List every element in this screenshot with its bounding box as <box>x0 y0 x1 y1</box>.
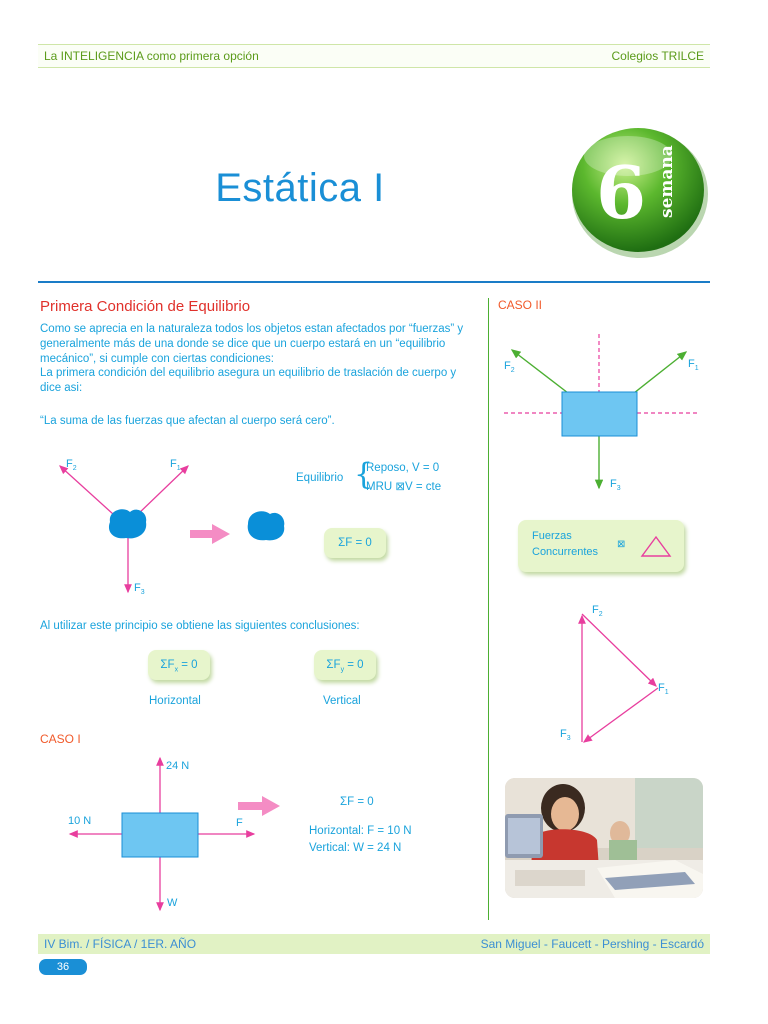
caso-2-f1-arrow <box>634 352 686 393</box>
footer-right: San Miguel - Faucett - Pershing - Escardó <box>480 937 704 951</box>
page-title: Estática I <box>215 166 385 210</box>
horizontal-label: Horizontal <box>149 695 201 707</box>
body-blob-result <box>248 511 285 540</box>
caso-2-f1-label: $F_1$ <box>688 358 699 373</box>
equilibrio-option-2: MRU ⊠V = cte <box>366 481 442 493</box>
label-f1: $F_1$ <box>170 458 181 473</box>
caso-1-horizontal: Horizontal: F = 10 N <box>309 825 412 837</box>
triangle-icon <box>642 537 670 556</box>
arrow-glyph: ⊠ <box>617 539 626 550</box>
student-photo <box>505 778 703 898</box>
vertical-formula-box: $\Sigma F_y = 0$ <box>314 650 376 680</box>
running-header <box>38 44 710 68</box>
header-left: La INTELIGENCIA como primera opción <box>44 49 259 63</box>
column-divider <box>488 298 489 920</box>
conclusions-intro: Al utilizar este principio se obtiene las siguientes conclusiones: <box>40 620 360 632</box>
force-f1-arrow <box>136 466 188 516</box>
paragraph-1: Como se aprecia en la naturaleza todos los objetos estan afectados por “fuerzas” y generalmente más de una donde se dice que un cuerpo estará en un “equilibrio mecánico”, si cumple con ciertas condiciones: <box>40 323 464 365</box>
label-f3: $F_3$ <box>134 582 145 597</box>
concurrent-label-2: Concurrentes <box>532 546 599 558</box>
vertical-label: Vertical <box>323 695 361 707</box>
triangle-f1-arrow <box>582 614 656 686</box>
caso-2-title: CASO II <box>498 298 543 312</box>
badge-number: 6 <box>596 150 647 235</box>
caso-2-block <box>562 392 637 436</box>
sum-force-box: ΣF = 0 <box>324 528 386 558</box>
caso-1-up-label: 24 N <box>166 760 190 772</box>
paragraph-2: La primera condición del equilibrio asegura un equilibrio de traslación de cuerpo y dice asi: <box>40 367 457 394</box>
body-blob <box>109 509 146 538</box>
triangle-f1-label: $F_1$ <box>658 682 669 697</box>
header-right: Colegios TRILCE <box>611 49 704 63</box>
week-badge-graphic <box>568 122 708 262</box>
triangle-f3-label: $F_3$ <box>560 728 571 743</box>
footer-bar <box>38 934 710 954</box>
brace: { <box>354 457 374 492</box>
badge-label: semana <box>657 145 677 218</box>
triangle-f3-arrow <box>584 688 658 742</box>
equilibrio-option-1: Reposo, V = 0 <box>366 462 440 474</box>
caso-1-down-label: W <box>167 897 178 909</box>
title-rule <box>38 281 710 283</box>
quote: “La suma de las fuerzas que afectan al cuerpo será cero”. <box>40 415 335 427</box>
caso-1-sum: ΣF = 0 <box>340 796 374 808</box>
footer-left: IV Bim. / FÍSICA / 1ER. AÑO <box>44 937 197 951</box>
caso-2-f2-arrow <box>512 350 568 393</box>
equilibrio-label: Equilibrio <box>296 472 344 484</box>
caso-1-vertical: Vertical: W = 24 N <box>309 842 402 854</box>
concurrent-forces-box <box>518 520 684 572</box>
page-number: 36 <box>39 959 87 975</box>
caso-1-right-label: F <box>236 817 243 829</box>
caso-1-left-label: 10 N <box>68 815 92 827</box>
force-triangle-diagram <box>550 600 680 750</box>
triangle-f2-label: $F_2$ <box>592 604 603 619</box>
caso-2-diagram <box>500 330 705 500</box>
caso-1-block <box>122 813 198 857</box>
transition-arrow <box>190 524 230 544</box>
label-f2: $F_2$ <box>66 458 77 473</box>
caso-1-title: CASO I <box>40 732 81 746</box>
caso-1-diagram <box>60 752 280 917</box>
section-heading: Primera Condición de Equilibrio <box>40 298 251 315</box>
caso-2-f3-label: $F_3$ <box>610 478 621 493</box>
concurrent-label-1: Fuerzas <box>532 530 572 542</box>
horizontal-formula-box: $\Sigma F_x = 0$ <box>148 650 210 680</box>
caso-2-f2-label: $F_2$ <box>504 360 515 375</box>
week-badge <box>568 122 708 262</box>
